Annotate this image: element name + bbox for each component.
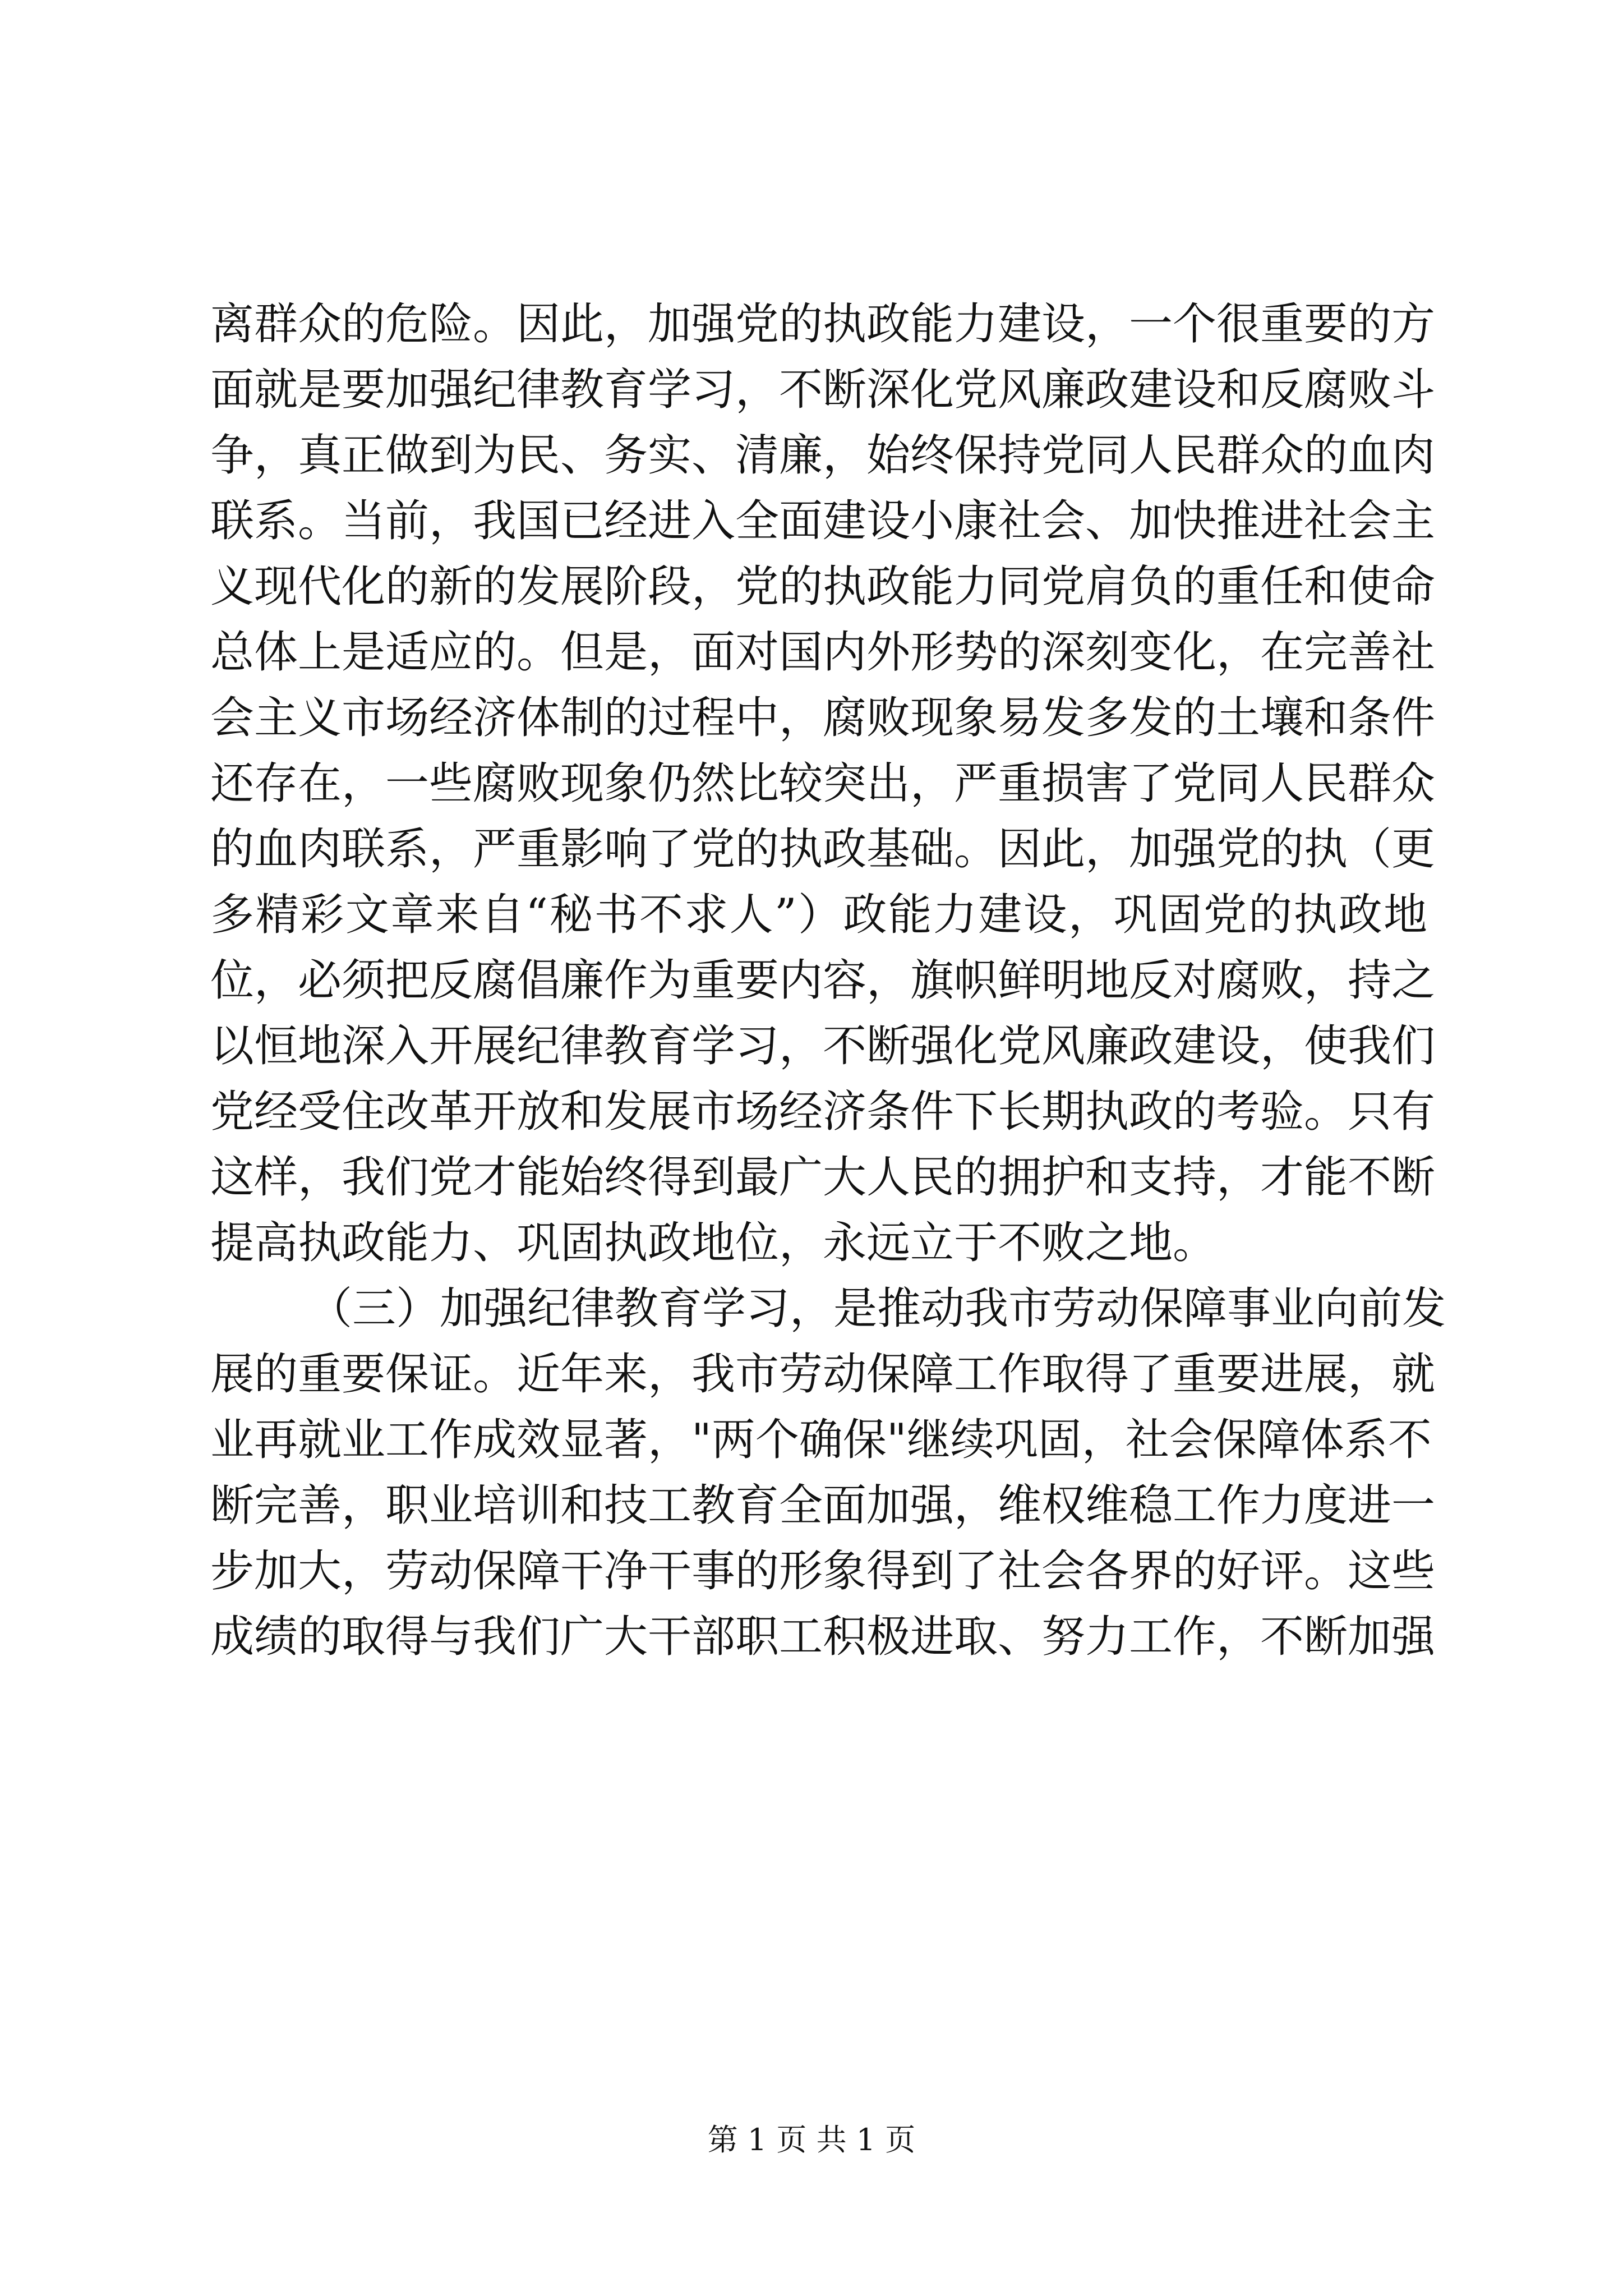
text-line: 义现代化的新的发展阶段，党的执政能力同党肩负的重任和使命 xyxy=(210,562,1436,612)
text-line: 还存在，一些腐败现象仍然比较突出，严重损害了党同人民群众 xyxy=(210,758,1436,809)
body-text xyxy=(210,292,1446,1670)
page-number-label: 第 1 页 共 1 页 xyxy=(707,2122,916,2157)
text-line: 党经受住改革开放和发展市场经济条件下长期执政的考验。只有 xyxy=(210,1087,1436,1137)
text-line: （三）加强纪律教育学习，是推动我市劳动保障事业向前发 xyxy=(308,1283,1446,1334)
text-line: 步加大，劳动保障干净干事的形象得到了社会各界的好评。这些 xyxy=(210,1546,1436,1596)
text-line: 成绩的取得与我们广大干部职工积极进取、努力工作，不断加强 xyxy=(210,1612,1436,1662)
page-footer xyxy=(0,2116,1623,2159)
text-line: 位，必须把反腐倡廉作为重要内容，旗帜鲜明地反对腐败，持之 xyxy=(210,955,1436,1006)
text-line: 联系。当前，我国已经进入全面建设小康社会、加快推进社会主 xyxy=(210,496,1436,546)
text-line: 总体上是适应的。但是，面对国内外形势的深刻变化，在完善社 xyxy=(210,627,1436,678)
text-line: 提高执政能力、巩固执政地位，永远立于不败之地。 xyxy=(210,1218,1217,1268)
text-line: 的血肉联系，严重影响了党的执政基础。因此，加强党的执（更 xyxy=(210,824,1436,875)
text-line: 业再就业工作成效显著，"两个确保"继续巩固，社会保障体系不 xyxy=(210,1415,1432,1465)
text-line: 多精彩文章来自“秘书不求人”）政能力建设，巩固党的执政地 xyxy=(210,890,1427,940)
text-line: 会主义市场经济体制的过程中，腐败现象易发多发的土壤和条件 xyxy=(210,693,1436,743)
text-line: 离群众的危险。因此，加强党的执政能力建设，一个很重要的方 xyxy=(210,299,1436,349)
text-line: 断完善，职业培训和技工教育全面加强，维权维稳工作力度进一 xyxy=(210,1480,1436,1531)
text-line: 展的重要保证。近年来，我市劳动保障工作取得了重要进展，就 xyxy=(210,1349,1436,1400)
text-line: 以恒地深入开展纪律教育学习，不断强化党风廉政建设，使我们 xyxy=(210,1021,1436,1071)
text-line: 争，真正做到为民、务实、清廉，始终保持党同人民群众的血肉 xyxy=(210,430,1436,481)
text-line: 这样，我们党才能始终得到最广大人民的拥护和支持，才能不断 xyxy=(210,1152,1436,1203)
text-line: 面就是要加强纪律教育学习，不断深化党风廉政建设和反腐败斗 xyxy=(210,365,1436,415)
